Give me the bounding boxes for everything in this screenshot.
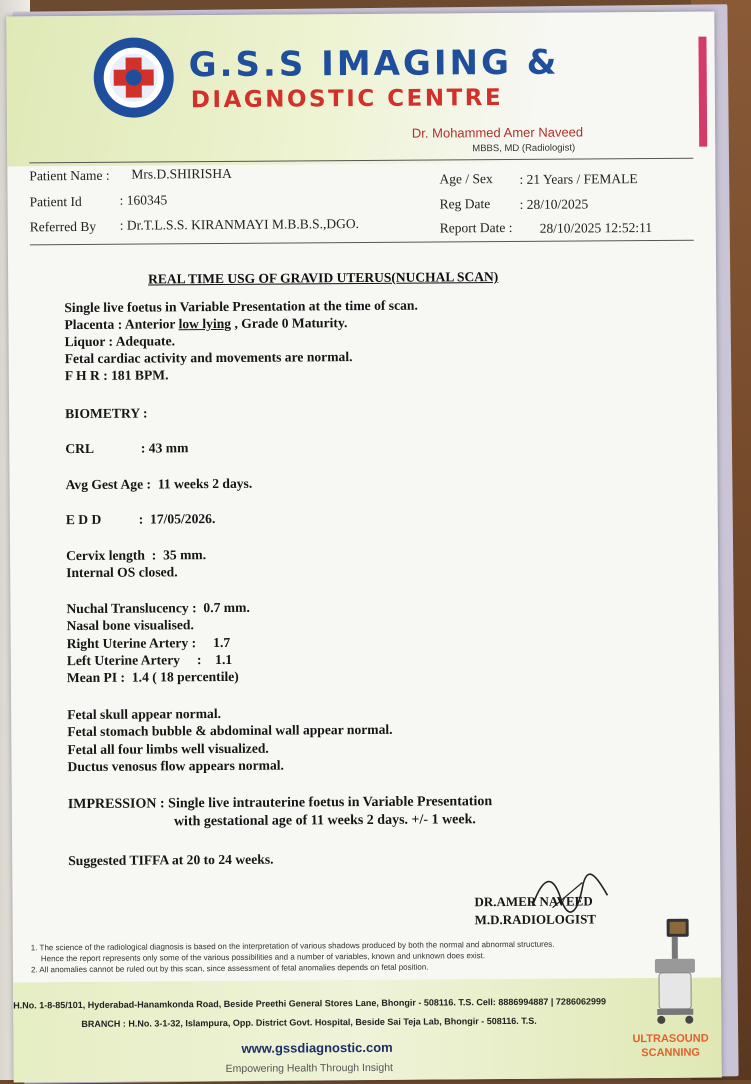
clinic-logo-icon <box>91 35 176 120</box>
biometry-avg-gest-age: Avg Gest Age : 11 weeks 2 days. <box>65 475 253 493</box>
brand-name-line1: G.S.S IMAGING & <box>188 42 560 86</box>
finding-liquor: Liquor : Adequate. <box>64 333 176 350</box>
brand-name-line2: DIAGNOSTIC CENTRE <box>190 85 504 114</box>
disclaimer-2: 2. All anomalies cannot be ruled out by this scan, since assessment of fetal anomalies depends on fetal position. <box>30 962 429 975</box>
report-paper <box>6 12 721 1083</box>
ultrasound-scanning-label <box>632 1032 708 1061</box>
patient-id-label: Patient Id <box>29 193 82 210</box>
ultrasound-label-line1: ULTRASOUND <box>632 1032 709 1046</box>
nasal-bone: Nasal bone visualised. <box>66 617 194 634</box>
signature-scribble <box>522 867 612 918</box>
footer-tagline: Empowering Health Through Insight <box>225 1061 394 1075</box>
suggestion: Suggested TIFFA at 20 to 24 weeks. <box>68 851 274 869</box>
age-sex: : 21 Years / FEMALE <box>519 171 638 187</box>
ultrasound-machine-icon <box>645 917 706 1027</box>
placenta-grade: , Grade 0 Maturity. <box>231 315 348 331</box>
patient-divider <box>30 240 694 246</box>
reg-date-label: Reg Date <box>439 196 491 212</box>
internal-os: Internal OS closed. <box>66 564 178 581</box>
impression-line2: with gestational age of 11 weeks 2 days. +/- 1 week. <box>173 812 476 830</box>
fetal-skull: Fetal skull appear normal. <box>67 706 222 723</box>
right-uterine-artery: Right Uterine Artery : 1.7 <box>66 634 231 652</box>
signatory-name: DR.AMER NAVEED <box>474 893 593 910</box>
footer-branch: BRANCH : H.No. 3-1-32, Islampura, Opp. District Govt. Hospital, Beside Sai Teja Lab, Bhongir - 508116. T.S. <box>81 1015 537 1029</box>
finding-cardiac: Fetal cardiac activity and movements are normal. <box>64 349 353 367</box>
placenta-text: Placenta : Anterior <box>64 316 179 333</box>
fetal-limbs: Fetal all four limbs well visualized. <box>67 740 269 758</box>
left-uterine-artery: Left Uterine Artery : 1.1 <box>66 651 233 669</box>
finding-fhr: F H R : 181 BPM. <box>64 367 169 384</box>
patient-id: : 160345 <box>119 192 168 208</box>
age-sex-label: Age / Sex <box>439 171 493 187</box>
pink-tab <box>698 37 707 147</box>
finding-foetus: Single live foetus in Variable Presentation at the time of scan. <box>64 297 418 316</box>
report-date-label: Report Date : <box>439 219 513 236</box>
reg-date: : 28/10/2025 <box>519 196 589 212</box>
ultrasound-label-line2: SCANNING <box>641 1046 701 1060</box>
placenta-low-lying: low lying <box>178 315 232 332</box>
patient-name-label: Patient Name : <box>29 167 110 184</box>
footer-address: H.No. 1-8-85/101, Hyderabad-Hanamkonda Road, Beside Preethi General Stores Lane, Bhongir - 508116. T.S. Cell: 8886994887 | 7286062999 <box>13 996 607 1011</box>
report-date: 28/10/2025 12:52:11 <box>539 219 653 236</box>
biometry-edd: E D D : 17/05/2026. <box>65 511 216 528</box>
nuchal-translucency: Nuchal Translucency : 0.7 mm. <box>66 599 250 617</box>
disclaimer-1b: Hence the report represents only some of the various possibilities and a number of variables, known and unknown does exist. <box>40 951 486 964</box>
ductus-venosus: Ductus venosus flow appears normal. <box>67 757 284 775</box>
cervix-length: Cervix length : 35 mm. <box>66 547 207 564</box>
disclaimer-1: 1. The science of the radiological diagnosis is based on the interpretation of various shadows produced by both the normal and abnormal structures. <box>30 939 555 953</box>
biometry-heading: BIOMETRY : <box>65 405 148 422</box>
patient-name: Mrs.D.SHIRISHA <box>131 165 232 182</box>
referred-by: : Dr.T.L.S.S. KIRANMAYI M.B.B.S.,DGO. <box>119 216 360 233</box>
fetal-stomach: Fetal stomach bubble & abdominal wall appear normal. <box>67 721 393 740</box>
finding-placenta <box>64 315 347 333</box>
impression-line1: IMPRESSION : Single live intrauterine foetus in Variable Presentation <box>67 794 493 813</box>
mean-pi: Mean PI : 1.4 ( 18 percentile) <box>66 668 239 686</box>
biometry-crl: CRL : 43 mm <box>65 440 189 457</box>
signatory-title: M.D.RADIOLOGIST <box>474 911 597 928</box>
referred-by-label: Referred By <box>29 218 97 235</box>
doctor-qualification: MBBS, MD (Radiologist) <box>472 142 576 155</box>
footer-website: www.gssdiagnostic.com <box>241 1039 393 1056</box>
doctor-name: Dr. Mohammed Amer Naveed <box>411 124 584 141</box>
report-title: REAL TIME USG OF GRAVID UTERUS(NUCHAL SCAN) <box>148 269 499 287</box>
